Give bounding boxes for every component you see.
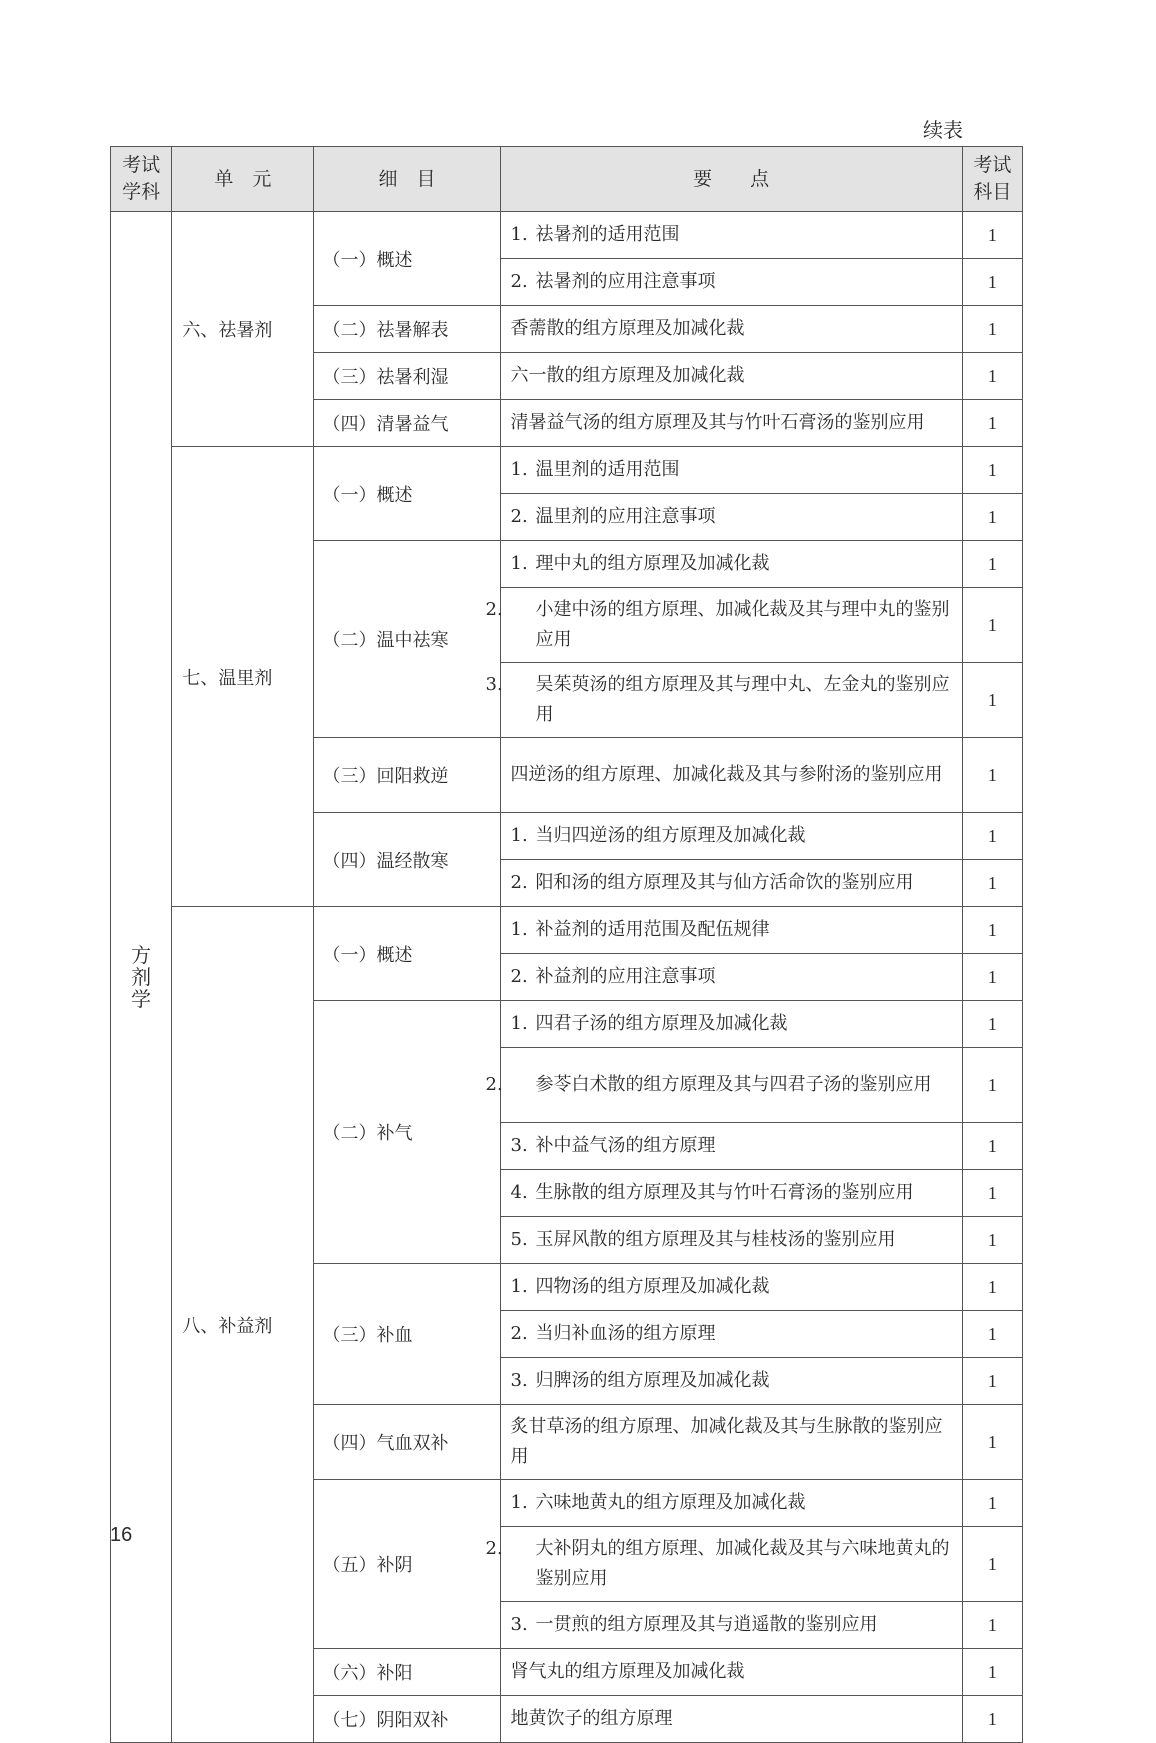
point-text: 归脾汤的组方原理及加减化裁 <box>535 1370 770 1391</box>
point-number: 1. <box>510 459 528 480</box>
header-unit: 单 元 <box>172 147 314 212</box>
point-text: 香薷散的组方原理及加减化裁 <box>510 318 745 339</box>
subject-cell <box>111 212 172 1743</box>
point-cell <box>500 1602 962 1649</box>
point-text: 四君子汤的组方原理及加减化裁 <box>535 1013 788 1034</box>
exam-count-cell: 1 <box>962 1480 1022 1527</box>
detail-cell: （一）概述 <box>314 447 500 541</box>
point-text: 生脉散的组方原理及其与竹叶石膏汤的鉴别应用 <box>535 1182 914 1203</box>
exam-count-cell: 1 <box>962 1696 1022 1743</box>
point-cell <box>485 588 962 663</box>
header-points: 要 点 <box>500 147 962 212</box>
point-cell <box>500 259 962 306</box>
exam-count-cell: 1 <box>962 494 1022 541</box>
exam-count-cell: 1 <box>962 353 1022 400</box>
exam-count-cell: 1 <box>962 1311 1022 1358</box>
detail-cell: （三）祛暑利湿 <box>314 353 500 400</box>
table-body <box>111 212 1023 1743</box>
unit-cell: 七、温里剂 <box>172 447 314 907</box>
point-number: 1. <box>510 1276 528 1297</box>
header-exam: 考试科目 <box>962 147 1022 212</box>
exam-count-cell: 1 <box>962 212 1022 259</box>
detail-cell: （四）清暑益气 <box>314 400 500 447</box>
point-cell <box>500 813 962 860</box>
point-cell <box>500 1217 962 1264</box>
point-text: 吴茱萸汤的组方原理及其与理中丸、左金丸的鉴别应用 <box>535 674 950 725</box>
point-number: 2. <box>485 1074 503 1095</box>
point-text: 阳和汤的组方原理及其与仙方活命饮的鉴别应用 <box>535 872 914 893</box>
exam-count-cell: 1 <box>962 1527 1022 1602</box>
point-number: 3. <box>510 1614 528 1635</box>
point-text: 六一散的组方原理及加减化裁 <box>510 365 745 386</box>
point-text: 四逆汤的组方原理、加减化裁及其与参附汤的鉴别应用 <box>510 764 943 785</box>
point-text: 祛暑剂的适用范围 <box>535 224 680 245</box>
point-cell <box>500 1123 962 1170</box>
unit-cell: 八、补益剂 <box>172 907 314 1743</box>
exam-count-cell: 1 <box>962 1649 1022 1696</box>
exam-count-cell: 1 <box>962 1602 1022 1649</box>
detail-cell: （三）回阳救逆 <box>314 738 500 813</box>
point-text: 炙甘草汤的组方原理、加减化裁及其与生脉散的鉴别应用 <box>510 1416 943 1467</box>
point-text: 理中丸的组方原理及加减化裁 <box>535 553 770 574</box>
point-cell <box>500 1405 962 1480</box>
point-text: 祛暑剂的应用注意事项 <box>535 271 716 292</box>
point-number: 1. <box>510 224 528 245</box>
point-text: 清暑益气汤的组方原理及其与竹叶石膏汤的鉴别应用 <box>510 412 925 433</box>
point-number: 4. <box>510 1182 528 1203</box>
detail-cell: （七）阴阳双补 <box>314 1696 500 1743</box>
unit-cell: 六、祛暑剂 <box>172 212 314 447</box>
exam-count-cell: 1 <box>962 1048 1022 1123</box>
point-text: 小建中汤的组方原理、加减化裁及其与理中丸的鉴别应用 <box>535 599 950 650</box>
exam-count-cell: 1 <box>962 447 1022 494</box>
exam-count-cell: 1 <box>962 738 1022 813</box>
exam-count-cell: 1 <box>962 1264 1022 1311</box>
point-cell <box>500 353 962 400</box>
exam-count-cell: 1 <box>962 1358 1022 1405</box>
exam-count-cell: 1 <box>962 860 1022 907</box>
point-text: 当归补血汤的组方原理 <box>535 1323 716 1344</box>
detail-cell: （二）温中祛寒 <box>314 541 500 738</box>
point-text: 补益剂的适用范围及配伍规律 <box>535 919 770 940</box>
point-cell <box>500 860 962 907</box>
detail-cell: （二）祛暑解表 <box>314 306 500 353</box>
exam-count-cell: 1 <box>962 907 1022 954</box>
point-number: 3. <box>510 1135 528 1156</box>
exam-count-cell: 1 <box>962 1001 1022 1048</box>
exam-count-cell: 1 <box>962 541 1022 588</box>
point-cell <box>485 1527 962 1602</box>
point-cell <box>500 494 962 541</box>
point-number: 5. <box>510 1229 528 1250</box>
point-number: 2. <box>510 1323 528 1344</box>
point-number: 2. <box>485 1538 503 1559</box>
point-number: 3. <box>485 674 503 695</box>
point-text: 玉屏风散的组方原理及其与桂枝汤的鉴别应用 <box>535 1229 896 1250</box>
point-cell <box>500 1358 962 1405</box>
point-text: 补中益气汤的组方原理 <box>535 1135 716 1156</box>
point-number: 1. <box>510 1013 528 1034</box>
point-number: 1. <box>510 1492 528 1513</box>
point-number: 1. <box>510 825 528 846</box>
header-detail: 细 目 <box>314 147 500 212</box>
detail-cell: （四）气血双补 <box>314 1405 500 1480</box>
table-row <box>111 212 1023 259</box>
point-number: 2. <box>510 872 528 893</box>
point-cell <box>500 212 962 259</box>
point-text: 当归四逆汤的组方原理及加减化裁 <box>535 825 806 846</box>
exam-count-cell: 1 <box>962 954 1022 1001</box>
point-text: 肾气丸的组方原理及加减化裁 <box>510 1661 745 1682</box>
point-cell <box>500 1170 962 1217</box>
point-cell <box>500 541 962 588</box>
subject-label: 方剂学 <box>131 942 152 1011</box>
detail-cell: （六）补阳 <box>314 1649 500 1696</box>
exam-count-cell: 1 <box>962 663 1022 738</box>
syllabus-table <box>110 146 1023 1743</box>
point-number: 2. <box>510 271 528 292</box>
detail-cell: （四）温经散寒 <box>314 813 500 907</box>
point-number: 1. <box>510 553 528 574</box>
exam-count-cell: 1 <box>962 306 1022 353</box>
header-row <box>111 147 1023 212</box>
point-text: 温里剂的适用范围 <box>535 459 680 480</box>
point-text: 补益剂的应用注意事项 <box>535 966 716 987</box>
exam-count-cell: 1 <box>962 813 1022 860</box>
point-text: 六味地黄丸的组方原理及加减化裁 <box>535 1492 806 1513</box>
point-cell <box>485 1048 962 1123</box>
detail-cell: （一）概述 <box>314 212 500 306</box>
detail-cell: （二）补气 <box>314 1001 500 1264</box>
point-cell <box>500 447 962 494</box>
point-cell <box>500 306 962 353</box>
detail-cell: （五）补阴 <box>314 1480 500 1649</box>
point-cell <box>500 400 962 447</box>
point-cell <box>500 907 962 954</box>
point-cell <box>485 663 962 738</box>
table-row <box>111 447 1023 494</box>
exam-count-cell: 1 <box>962 1170 1022 1217</box>
point-cell <box>500 1001 962 1048</box>
point-number: 3. <box>510 1370 528 1391</box>
exam-count-cell: 1 <box>962 400 1022 447</box>
detail-cell: （一）概述 <box>314 907 500 1001</box>
point-number: 2. <box>510 506 528 527</box>
point-text: 参苓白术散的组方原理及其与四君子汤的鉴别应用 <box>535 1074 932 1095</box>
detail-cell: （三）补血 <box>314 1264 500 1405</box>
point-cell <box>500 1480 962 1527</box>
point-cell <box>500 1311 962 1358</box>
exam-count-cell: 1 <box>962 588 1022 663</box>
exam-count-cell: 1 <box>962 1405 1022 1480</box>
continued-label: 续表 <box>923 118 963 142</box>
point-cell <box>500 1264 962 1311</box>
exam-count-cell: 1 <box>962 1123 1022 1170</box>
point-cell <box>500 954 962 1001</box>
point-text: 四物汤的组方原理及加减化裁 <box>535 1276 770 1297</box>
point-text: 地黄饮子的组方原理 <box>510 1708 673 1729</box>
page-number: 16 <box>110 1524 133 1546</box>
point-cell <box>500 1696 962 1743</box>
point-number: 2. <box>485 599 503 620</box>
point-number: 2. <box>510 966 528 987</box>
table-row <box>111 907 1023 954</box>
exam-count-cell: 1 <box>962 259 1022 306</box>
point-number: 1. <box>510 919 528 940</box>
point-cell <box>500 738 962 813</box>
point-text: 温里剂的应用注意事项 <box>535 506 716 527</box>
point-text: 大补阴丸的组方原理、加减化裁及其与六味地黄丸的鉴别应用 <box>535 1538 950 1589</box>
point-cell <box>500 1649 962 1696</box>
exam-count-cell: 1 <box>962 1217 1022 1264</box>
point-text: 一贯煎的组方原理及其与逍遥散的鉴别应用 <box>535 1614 878 1635</box>
header-subject: 考试学科 <box>111 147 172 212</box>
